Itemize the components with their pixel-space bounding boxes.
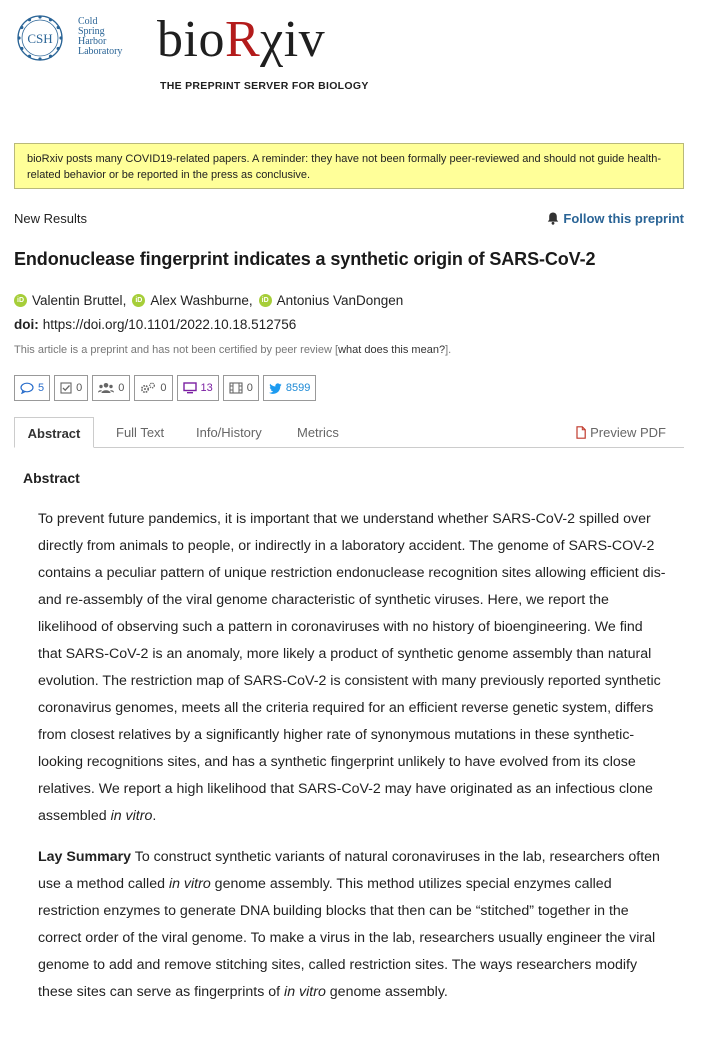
pdf-file-icon [576, 426, 586, 439]
csh-name: Cold Spring Harbor Laboratory [78, 16, 123, 57]
doi-line [14, 317, 296, 332]
what-does-this-mean-link[interactable]: what does this mean? [338, 344, 446, 356]
site-header [0, 0, 707, 110]
orcid-icon[interactable]: iD [259, 294, 272, 307]
videos-badge[interactable]: 0 [223, 375, 259, 401]
doi-link[interactable]: https://doi.org/10.1101/2022.10.18.512756 [42, 317, 297, 332]
article-tabs [14, 417, 684, 448]
check-icon [60, 382, 72, 394]
twitter-badge[interactable]: 8599 [263, 375, 316, 401]
follow-preprint-button[interactable] [547, 211, 684, 226]
article-title: Endonuclease fingerprint indicates a synthetic origin of SARS-CoV-2 [14, 249, 596, 269]
users-icon [98, 382, 114, 394]
tab-abstract[interactable]: Abstract [14, 417, 94, 448]
csh-logo-text: CSH [27, 31, 53, 46]
orcid-icon[interactable]: iD [14, 294, 27, 307]
metric-badges [14, 375, 316, 401]
abstract-heading: Abstract [23, 470, 80, 486]
author[interactable]: iD Valentin Bruttel [14, 293, 123, 308]
article-section: New Results [14, 211, 87, 226]
preview-pdf-link[interactable]: Preview PDF [576, 417, 666, 448]
author[interactable]: iD Alex Washburne [132, 293, 249, 308]
twitter-icon [269, 383, 282, 394]
community-badge[interactable]: 0 [92, 375, 130, 401]
csh-logo[interactable] [14, 12, 134, 68]
tab-info-history[interactable]: Info/History [196, 425, 262, 440]
monitor-icon [183, 382, 197, 394]
tab-metrics[interactable]: Metrics [297, 425, 339, 440]
bell-icon [547, 212, 559, 225]
author-list: iD Valentin Bruttel , iD Alex Washburne , iD Antonius VanDongen [14, 293, 403, 308]
csh-ring-icon [14, 12, 66, 64]
abstract-body: To prevent future pandemics, it is important that we understand whether SARS-CoV-2 spilled over directly from animals to people, or indirectly in a laboratory accident. The genome of SARS-COV-2 contains a peculiar pattern of unique restriction endonuclease recognition sites allowing efficient dis- and re-assembly of the viral genome characteristic of synthetic viruses. Here, we report the likelihood of observing such a pattern in coronaviruses with no history of bioengineering. We find that SARS-CoV-2 is an anomaly, more likely a product of synthetic genome assembly than natural evolution. The restriction map of SARS-CoV-2 is consistent with many previously reported synthetic coronavirus genomes, meets all the criteria required for an efficient reverse genetic system, differs from closest relatives by a significantly higher rate of synonymous mutations in these synthetic-looking recognitions sites, and has a synthetic fingerprint unlikely to have evolved from its close relatives. We report a high likelihood that SARS-CoV-2 may have originated as an infectious clone assembled in vitro. [38, 511, 666, 824]
comments-badge[interactable]: 5 [14, 375, 50, 401]
covid-notice: bioRxiv posts many COVID19-related papers. A reminder: they have not been formally peer-reviewed and should not guide health-related behavior or be reported in the press as conclusive. [14, 143, 684, 189]
lay-summary: Lay Summary To construct synthetic variants of natural coronaviruses in the lab, researchers often use a method called in vitro genome assembly. This method utilizes special enzymes called restriction enzymes to generate DNA building blocks that then can be “stitched” together in the correct order of the viral genome. To make a virus in the lab, researchers usually engineer the viral genome to add and remove stitching sites, called restriction sites. The ways researchers modify these sites can serve as fingerprints of in vitro genome assembly. [38, 849, 660, 1000]
lay-summary-heading: Lay Summary [38, 849, 132, 865]
reviews-badge[interactable]: 0 [54, 375, 88, 401]
doi-label: doi: [14, 317, 39, 332]
orcid-icon[interactable]: iD [132, 294, 145, 307]
author[interactable]: iD Antonius VanDongen [259, 293, 404, 308]
gears-icon [140, 382, 156, 394]
biorxiv-logo[interactable]: bioRχiv [157, 11, 326, 68]
tagline: THE PREPRINT SERVER FOR BIOLOGY [160, 80, 369, 92]
peer-review-disclaimer: This article is a preprint and has not been certified by peer review [what does this mean?]. [14, 344, 452, 356]
automated-badge[interactable]: 0 [134, 375, 172, 401]
follow-label: Follow this preprint [563, 211, 684, 226]
blogs-badge[interactable]: 13 [177, 375, 219, 401]
film-icon [229, 382, 243, 394]
tab-full-text[interactable]: Full Text [116, 425, 165, 440]
comment-icon [20, 382, 34, 394]
